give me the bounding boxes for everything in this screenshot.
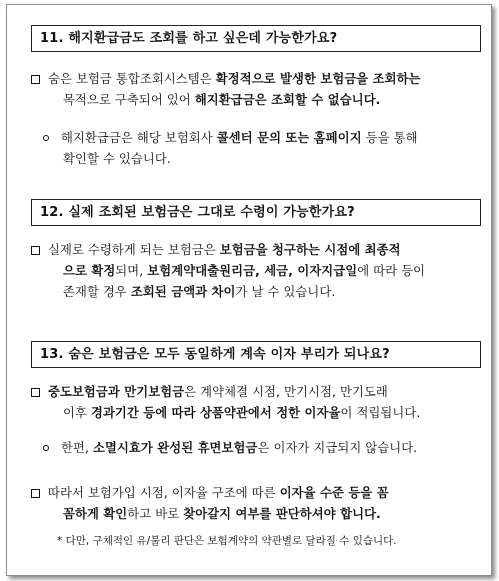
- checkbox-square-icon: [31, 246, 40, 255]
- question-11-title: 11. 해지환급금도 조회를 하고 싶은데 가능한가요?: [31, 25, 481, 52]
- question-12-title: 12. 실제 조회된 보험금은 그대로 수령이 가능한가요?: [31, 199, 481, 226]
- footnote: * 다만, 구체적인 유/불리 판단은 보험계약의 약관별로 달라질 수 있습니다.: [57, 535, 397, 547]
- q11-answer-2: 해지환급금은 해당 보험회사 콜센터 문의 또는 홈페이지 등을 통해 확인할 수 있습니다.: [43, 128, 489, 170]
- checkbox-square-icon: [31, 489, 40, 498]
- question-13-title: 13. 숨은 보험금은 모두 동일하게 계속 이자 부리가 되나요?: [31, 341, 481, 368]
- bullet-circle-icon: [43, 135, 49, 141]
- bullet-circle-icon: [43, 445, 49, 451]
- q12-answer-1: 실제로 수령하게 되는 보험금은 보험금을 청구하는 시점에 최종적 으로 확정되며, 보험계약대출원리금, 세금, 이자지급일에 따라 등이 존재할 경우 조회된 금액과 차이가 날 수 있습니다.: [31, 240, 489, 303]
- q11-answer-1: 숨은 보험금 통합조회시스템은 확정적으로 발생한 보험금을 조회하는 목적으로 구축되어 있어 해지환급금은 조회할 수 없습니다.: [31, 69, 489, 111]
- faq-page: [6, 4, 492, 576]
- checkbox-square-icon: [31, 388, 40, 397]
- q13-answer-1: 중도보험금과 만기보험금은 계약체결 시점, 만기시점, 만기도래 이후 경과기간 등에 따라 상품약관에서 정한 이자율이 적립됩니다.: [31, 382, 489, 424]
- checkbox-square-icon: [31, 75, 40, 84]
- q13-answer-3: 따라서 보험가입 시점, 이자율 구조에 따른 이자율 수준 등을 꼼 꼼하게 확인하고 바로 찾아갈지 여부를 판단하셔야 합니다.: [31, 483, 489, 525]
- q13-answer-2: 한편, 소멸시효가 완성된 휴면보험금은 이자가 지급되지 않습니다.: [43, 438, 489, 459]
